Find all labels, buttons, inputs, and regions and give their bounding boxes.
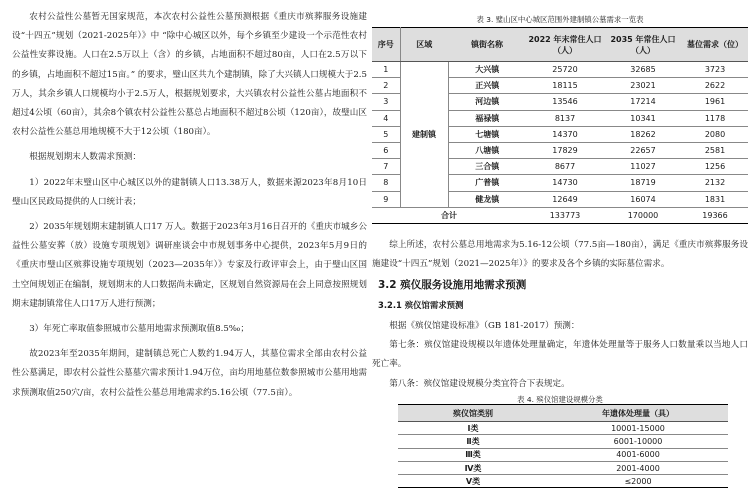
column-header: 年遗体处理量（具） — [548, 405, 728, 422]
row-number: 5 — [372, 126, 400, 142]
population-2035: 11027 — [604, 159, 682, 175]
cemetery-demand-table — [372, 27, 748, 224]
table-row — [398, 435, 728, 448]
capacity-cell: 6001-10000 — [548, 435, 728, 448]
paragraph-standard-ref: 根据《殡仪馆建设标准》（GB 181-2017）预测： — [389, 321, 580, 331]
row-number: 2 — [372, 78, 400, 94]
grave-demand: 1831 — [682, 191, 748, 207]
grave-demand: 2622 — [682, 78, 748, 94]
capacity-cell: 2001-4000 — [548, 461, 728, 474]
population-2022: 14370 — [526, 126, 604, 142]
section-heading-3-2: 3.2 殡仪服务设施用地需求预测 — [378, 279, 527, 291]
section-heading-3-2-1: 3.2.1 殡仪馆需求预测 — [378, 300, 464, 310]
left-column — [12, 8, 367, 403]
paragraph-standards: 农村公益性公墓暂无国家规范，本次农村公益性公墓预测根据《重庆市殡葬服务设施建设“十四五”规划（2021-2025年）》中 “除中心城区以外，每个乡镇至少建设一个示范性农村公益性安葬设施。人口在2.5万以上（含）的乡镇，占地面积不超过80亩，人口在2.5万以下的乡镇，占地面积不超过15亩。” 的要求，璧山区共九个建制镇，除了大兴镇人口规模大于2.5万人，其余乡镇人口规模均小于2.5万人，根据规划要求，大兴镇农村公益性公墓占地面积不超过4公顷（60亩），其余8个镇农村公益性公墓总占地面积不超过8公顷（120亩），故璧山区农村公益性公墓总用地规模不大于12公顷（180亩）。 — [12, 12, 367, 138]
column-header: 殡仪馆类别 — [398, 405, 548, 422]
class-cell: Ⅰ类 — [398, 422, 548, 435]
population-2035: 18719 — [604, 175, 682, 191]
population-2035: 17214 — [604, 94, 682, 110]
population-2022: 17829 — [526, 142, 604, 158]
class-cell: Ⅲ类 — [398, 448, 548, 461]
row-number: 7 — [372, 159, 400, 175]
capacity-cell: ≤2000 — [548, 475, 728, 488]
table3-caption: 表 3. 璧山区中心城区范围外建制镇公墓需求一览表 — [476, 15, 644, 24]
column-header: 2035 年常住人口（人） — [604, 28, 682, 62]
population-2035: 10341 — [604, 110, 682, 126]
population-2022: 25720 — [526, 62, 604, 78]
total-grave-demand: 19366 — [682, 207, 748, 223]
capacity-cell: 10001-15000 — [548, 422, 728, 435]
town-name: 八塘镇 — [448, 142, 526, 158]
row-number: 3 — [372, 94, 400, 110]
region-cell: 建制镇 — [400, 62, 448, 208]
paragraph-article-8: 第八条：殡仪馆建设规模分类宜符合下表规定。 — [389, 378, 570, 389]
class-cell: Ⅴ类 — [398, 475, 548, 488]
grave-demand: 1256 — [682, 159, 748, 175]
town-name: 七塘镇 — [448, 126, 526, 142]
table3-block — [372, 14, 748, 224]
town-name: 正兴镇 — [448, 78, 526, 94]
table-row — [372, 62, 748, 78]
paragraph-item-2: 2）2035年规划期末建制镇人口17 万人。数据于2023年3月16日召开的《重庆市城乡公益性公墓安葬（放）设施专项规划》调研座谈会中市规划事务中心提供，2023年5月9日的《重庆市璧山区殡葬设施专项规划（2023—2035年）》专家及行政评审会上，由于璧山区国土空间规划正在编制，规划期末的人口数据尚未确定，区规划自然资源局在会上同意按照规划期末建制镇常住人口17万人进行预测； — [12, 222, 367, 309]
grave-demand: 3723 — [682, 62, 748, 78]
capacity-cell: 4001-6000 — [548, 448, 728, 461]
paragraph-item-3: 3）年死亡率取值参照城市公墓用地需求预测取值8.5‰； — [29, 324, 249, 335]
column-header: 序号 — [372, 28, 400, 62]
paragraph-item-1: 1）2022年末璧山区中心城区以外的建制镇人口13.38万人，数据来源2023年8月10日璧山区民政局提供的人口统计表； — [12, 177, 367, 207]
town-name: 健龙镇 — [448, 191, 526, 207]
row-number: 6 — [372, 142, 400, 158]
row-number: 1 — [372, 62, 400, 78]
town-name: 三合镇 — [448, 159, 526, 175]
column-header: 镇街名称 — [448, 28, 526, 62]
funeral-home-scale-table — [398, 404, 728, 488]
table-total-row — [372, 207, 748, 223]
population-2022: 12649 — [526, 191, 604, 207]
population-2022: 13546 — [526, 94, 604, 110]
paragraph-article-7: 第七条：殡仪馆建设规模以年遗体处理量确定，年遗体处理量等于服务人口数量乘以当地人口死亡率。 — [372, 340, 748, 370]
grave-demand: 2132 — [682, 175, 748, 191]
row-number: 9 — [372, 191, 400, 207]
total-label: 合计 — [372, 207, 526, 223]
paragraph-conclusion: 故2023年至2035年期间，建制镇总死亡人数约1.94万人，其墓位需求全部由农村公益性公墓满足，即农村公益性公墓墓穴需求预计1.94万位，亩均用地墓位数参照城市公墓用地需求预测取值250穴/亩，农村公益性公墓总用地需求约5.16公顷（77.5亩）。 — [12, 349, 367, 398]
total-population-2022: 133773 — [526, 207, 604, 223]
table-row — [398, 475, 728, 488]
population-2022: 8137 — [526, 110, 604, 126]
total-population-2035: 170000 — [604, 207, 682, 223]
population-2035: 32685 — [604, 62, 682, 78]
paragraph-forecast-intro: 根据规划期末人数需求预测： — [29, 152, 141, 163]
grave-demand: 2581 — [682, 142, 748, 158]
row-number: 8 — [372, 175, 400, 191]
table4-caption: 表 4. 殡仪馆建设规模分类 — [517, 395, 603, 404]
population-2022: 14730 — [526, 175, 604, 191]
population-2022: 18115 — [526, 78, 604, 94]
population-2035: 23021 — [604, 78, 682, 94]
right-paragraphs — [372, 317, 748, 394]
column-header: 墓位需求（位） — [682, 28, 748, 62]
class-cell: Ⅳ类 — [398, 461, 548, 474]
table-row — [398, 448, 728, 461]
population-2022: 8677 — [526, 159, 604, 175]
population-2035: 22657 — [604, 142, 682, 158]
table-row — [398, 422, 728, 435]
population-2035: 16074 — [604, 191, 682, 207]
town-name: 福禄镇 — [448, 110, 526, 126]
grave-demand: 1961 — [682, 94, 748, 110]
table-row — [398, 461, 728, 474]
summary-paragraph: 综上所述，农村公墓总用地需求为5.16-12公顷（77.5亩—180亩），满足《重庆市殡葬服务设施建设“十四五”规划（2021—2025年）》的要求及各个乡镇的实际墓位需求。 — [372, 240, 748, 270]
town-name: 大兴镇 — [448, 62, 526, 78]
town-name: 广普镇 — [448, 175, 526, 191]
town-name: 河边镇 — [448, 94, 526, 110]
grave-demand: 1178 — [682, 110, 748, 126]
population-2035: 18262 — [604, 126, 682, 142]
grave-demand: 2080 — [682, 126, 748, 142]
row-number: 4 — [372, 110, 400, 126]
column-header: 2022 年末常住人口（人） — [526, 28, 604, 62]
class-cell: Ⅱ类 — [398, 435, 548, 448]
column-header: 区域 — [400, 28, 448, 62]
